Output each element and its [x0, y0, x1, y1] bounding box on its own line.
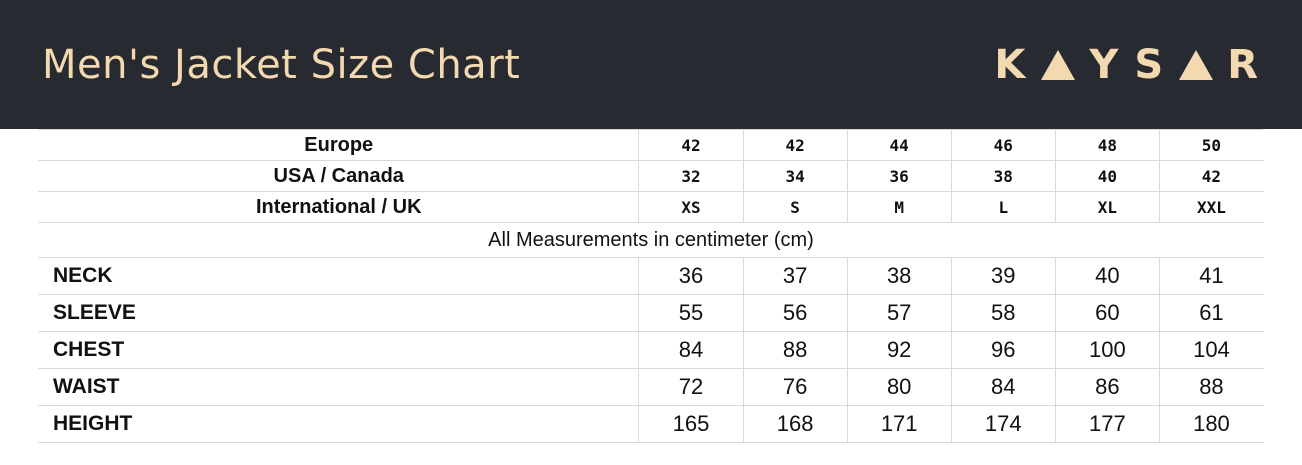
brand-letter-s: S: [1134, 41, 1166, 88]
cell-waist-5: 86: [1055, 369, 1159, 406]
cell-sleeve-1: 55: [639, 295, 743, 332]
brand-triangle-a2: [1179, 50, 1213, 80]
table-row: [39, 369, 1264, 406]
brand-triangle-a1: [1041, 50, 1075, 80]
cell-usa-6: 42: [1159, 161, 1263, 192]
table-row: [39, 130, 1264, 161]
cell-intl-1: XS: [639, 192, 743, 223]
table-row: [39, 258, 1264, 295]
cell-chest-6: 104: [1159, 332, 1263, 369]
table-row: [39, 295, 1264, 332]
cell-chest-1: 84: [639, 332, 743, 369]
row-label-height: HEIGHT: [39, 406, 639, 443]
brand-letter-r: R: [1227, 41, 1260, 88]
cell-usa-3: 36: [847, 161, 951, 192]
brand-letter-y: Y: [1089, 41, 1121, 88]
cell-europe-3: 44: [847, 130, 951, 161]
brand-logo: [994, 41, 1260, 88]
cell-intl-6: XXL: [1159, 192, 1263, 223]
cell-chest-2: 88: [743, 332, 847, 369]
table-row: [39, 406, 1264, 443]
cell-height-6: 180: [1159, 406, 1263, 443]
cell-usa-4: 38: [951, 161, 1055, 192]
row-label-neck: NECK: [39, 258, 639, 295]
table-row: [39, 332, 1264, 369]
table-row: [39, 161, 1264, 192]
cell-europe-1: 42: [639, 130, 743, 161]
row-label-international-uk: International / UK: [39, 192, 639, 223]
page-title: Men's Jacket Size Chart: [42, 41, 521, 88]
cell-chest-5: 100: [1055, 332, 1159, 369]
table-row: [39, 223, 1264, 258]
cell-sleeve-5: 60: [1055, 295, 1159, 332]
cell-sleeve-2: 56: [743, 295, 847, 332]
cell-chest-3: 92: [847, 332, 951, 369]
cell-waist-1: 72: [639, 369, 743, 406]
cell-height-5: 177: [1055, 406, 1159, 443]
row-label-europe: Europe: [39, 130, 639, 161]
row-label-sleeve: SLEEVE: [39, 295, 639, 332]
cell-usa-5: 40: [1055, 161, 1159, 192]
cell-intl-4: L: [951, 192, 1055, 223]
cell-usa-2: 34: [743, 161, 847, 192]
row-label-chest: CHEST: [39, 332, 639, 369]
cell-sleeve-3: 57: [847, 295, 951, 332]
cell-europe-2: 42: [743, 130, 847, 161]
cell-europe-5: 48: [1055, 130, 1159, 161]
cell-usa-1: 32: [639, 161, 743, 192]
cell-waist-3: 80: [847, 369, 951, 406]
cell-intl-2: S: [743, 192, 847, 223]
cell-height-2: 168: [743, 406, 847, 443]
cell-height-4: 174: [951, 406, 1055, 443]
cell-waist-4: 84: [951, 369, 1055, 406]
cell-height-3: 171: [847, 406, 951, 443]
measurement-unit-note: All Measurements in centimeter (cm): [39, 223, 1264, 258]
cell-europe-6: 50: [1159, 130, 1263, 161]
cell-waist-2: 76: [743, 369, 847, 406]
page-header: [0, 0, 1302, 129]
cell-neck-6: 41: [1159, 258, 1263, 295]
table-container: [0, 129, 1302, 443]
size-chart-table: [38, 129, 1264, 443]
cell-europe-4: 46: [951, 130, 1055, 161]
cell-neck-2: 37: [743, 258, 847, 295]
cell-waist-6: 88: [1159, 369, 1263, 406]
cell-intl-3: M: [847, 192, 951, 223]
table-row: [39, 192, 1264, 223]
cell-intl-5: XL: [1055, 192, 1159, 223]
cell-neck-3: 38: [847, 258, 951, 295]
brand-letter-k: K: [994, 41, 1028, 88]
row-label-waist: WAIST: [39, 369, 639, 406]
cell-sleeve-6: 61: [1159, 295, 1263, 332]
cell-chest-4: 96: [951, 332, 1055, 369]
cell-sleeve-4: 58: [951, 295, 1055, 332]
cell-height-1: 165: [639, 406, 743, 443]
cell-neck-5: 40: [1055, 258, 1159, 295]
cell-neck-1: 36: [639, 258, 743, 295]
row-label-usa-canada: USA / Canada: [39, 161, 639, 192]
cell-neck-4: 39: [951, 258, 1055, 295]
